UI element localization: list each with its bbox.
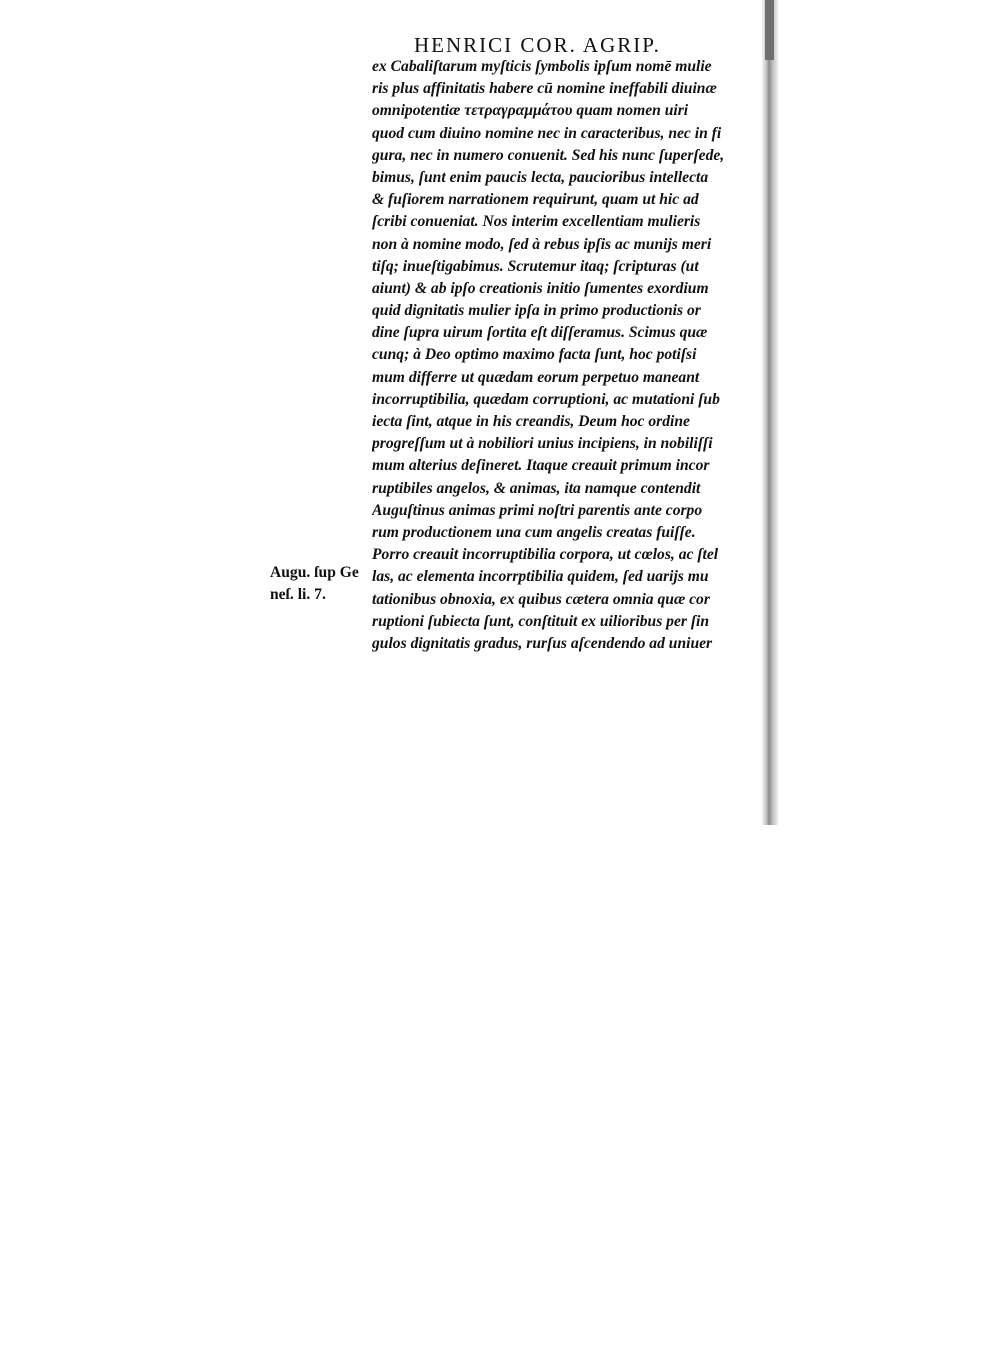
text-line: dine ſupra uirum ſortita eſt diſſeramus. Scimus quæ <box>372 324 708 342</box>
text-line: ex Cabaliſtarum myſticis ſymbolis ipſum nomē mulie <box>372 58 712 75</box>
body-text <box>372 56 764 655</box>
text-line: mum differre ut quædam eorum perpetuo maneant <box>372 368 700 386</box>
text-line: las, ac elementa incorrptibilia quidem, ſed uarijs mu <box>372 568 709 586</box>
text-line: non à nomine modo, ſed à rebus ipſis ac munijs meri <box>372 235 712 253</box>
text-line: aiunt) & ab ipſo creationis initio ſumentes exordium <box>372 279 709 297</box>
running-head: HENRICI COR. AGRIP. <box>414 33 661 57</box>
marginal-note-line: Augu. ſup Ge <box>270 564 359 581</box>
text-line: Porro creauit incorruptibilia corpora, ut cœlos, ac ſtel <box>372 546 719 564</box>
text-line: tiſq; inueſtigabimus. Scrutemur itaq; ſcripturas (ut <box>372 257 699 275</box>
text-line: ris plus affinitatis habere cū nomine ineffabili diuinæ <box>372 80 717 98</box>
text-line: cunq; à Deo optimo maximo facta ſunt, hoc potiſsi <box>372 346 697 364</box>
text-line: incorruptibilia, quædam corruptioni, ac mutationi ſub <box>372 390 720 408</box>
text-line: gura, nec in numero conuenit. Sed his nunc ſuperſede, <box>372 146 725 164</box>
text-line: omnipotentiæ τετραγραμμάτου quam nomen uiri <box>372 102 689 120</box>
text-line: mum alterius deſineret. Itaque creauit primum incor <box>372 457 710 475</box>
text-line: tationibus obnoxia, ex quibus cætera omnia quæ cor <box>372 590 710 608</box>
text-line: quid dignitatis mulier ipſa in primo productionis or <box>372 302 701 320</box>
text-line: gulos dignitatis gradus, rurſus aſcendendo ad uniuer <box>372 634 713 652</box>
text-line: ruptioni ſubiecta ſunt, conſtituit ex uilioribus per ſin <box>372 612 710 630</box>
text-line: ſcribi conueniat. Nos interim excellentiam mulieris <box>372 213 701 231</box>
text-line: rum productionem una cum angelis creatas fuiſſe. <box>372 523 696 541</box>
page-gutter-edge <box>762 0 778 825</box>
text-line: & fuſiorem narrationem requirunt, quam ut hic ad <box>372 191 699 209</box>
text-line: ruptibiles angelos, & animas, ita namque contendit <box>372 479 701 497</box>
text-line: bimus, ſunt enim paucis lecta, paucioribus intellecta <box>372 168 709 186</box>
marginal-note-line: neſ. li. 7. <box>270 586 326 604</box>
marginal-note <box>270 562 374 606</box>
text-line: iecta ſint, atque in his creandis, Deum hoc ordine <box>372 413 690 430</box>
text-line: Auguſtinus animas primi noſtri parentis ante corpo <box>372 501 703 519</box>
text-line: quod cum diuino nomine nec in caracteribus, nec in fi <box>372 124 722 142</box>
text-line: progreſſum ut à nobiliori unius incipiens, in nobiliſſi <box>372 435 713 453</box>
